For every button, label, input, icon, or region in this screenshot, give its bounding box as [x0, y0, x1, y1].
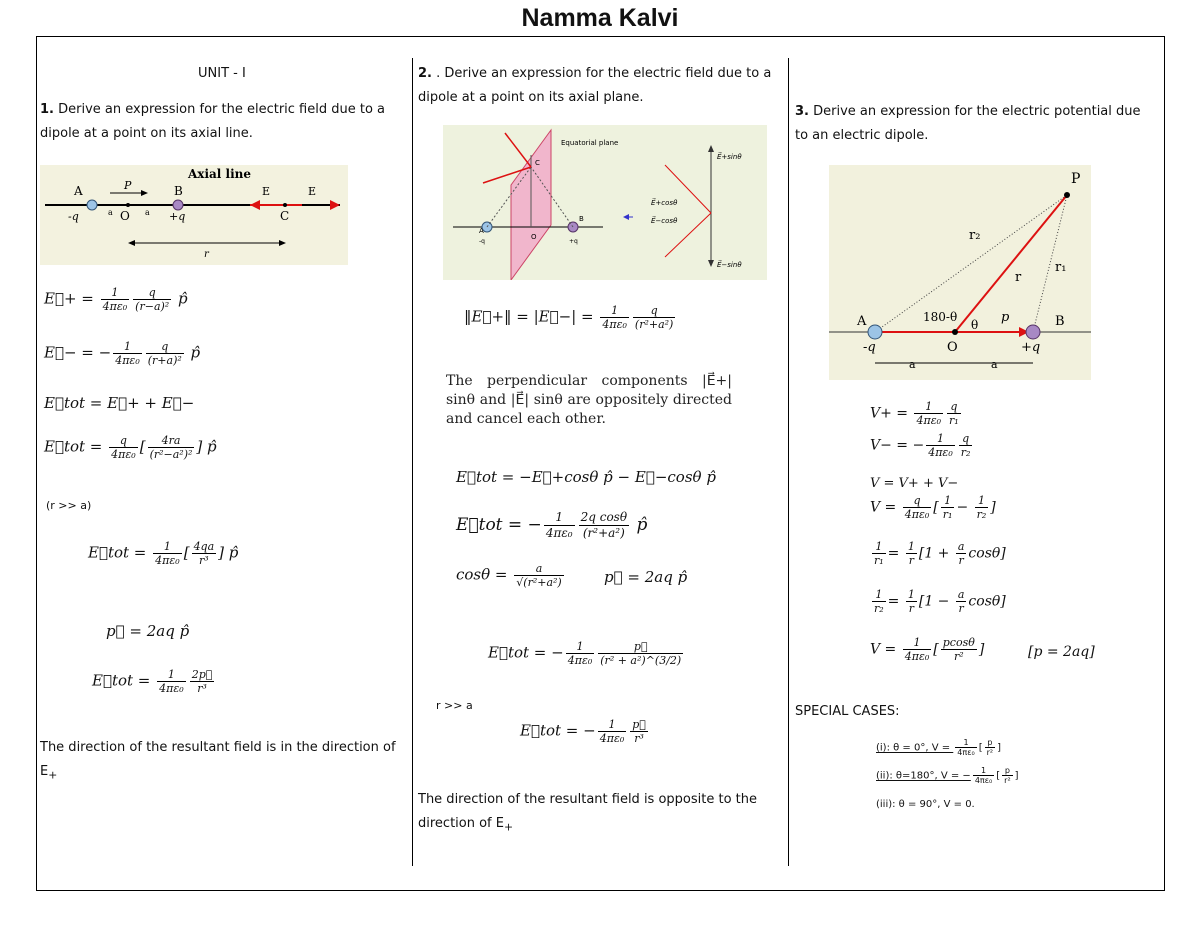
equatorial-plane-diagram	[443, 125, 767, 280]
equation-v-final: V = $\frac{1}{\text{4πε₀}}$ [ $\frac{pcos\theta}{\text{r²}}$ ]	[870, 636, 985, 663]
svg-text:-q: -q	[68, 210, 79, 223]
equation-e-tot-vector: E⃗tot = − $\frac{1}{\text{4πε₀}}$ $\frac{p⃗}{\text{(r² + a²)\textasciicircum{}(3/2)}}$	[488, 640, 682, 667]
svg-text:+q: +q	[169, 210, 186, 223]
svg-text:A: A	[479, 227, 484, 235]
equation-e-tot-cos: E⃗tot = − $\frac{1}{\text{4πε₀}}$ $\frac{\text{2q cosθ}}{\text{(r²+a²)}}$ p̂	[456, 510, 648, 540]
conclusion-2: The direction of the resultant field is opposite to the direction of $E_+$	[418, 792, 757, 834]
svg-text:r: r	[204, 249, 209, 260]
svg-text:180-θ: 180-θ	[923, 310, 958, 324]
equation-e-tot-final: E⃗tot = $\frac{1}{\text{4πε₀}}$ $\frac{2p⃗}{\text{r³}}$	[92, 668, 213, 695]
axial-line-diagram	[40, 165, 348, 265]
svg-text:C: C	[280, 209, 290, 223]
svg-text:E: E	[262, 185, 271, 198]
svg-text:O: O	[120, 209, 130, 223]
axial-line-label: Axial line	[188, 167, 252, 181]
svg-text:P: P	[1071, 171, 1081, 187]
equation-cos-theta: cosθ = $\frac{a}{\text{√(r²+a²)}}$	[456, 562, 562, 589]
svg-text:O: O	[947, 340, 958, 355]
svg-text:E⃗+cosθ: E⃗+cosθ	[651, 199, 678, 207]
condition-r-much-greater-a-2: r >> a	[436, 699, 473, 712]
special-case-2: (ii): θ=180°, V = − $\frac{1}{\text{4πε₀}}$ [ $\frac{p}{\text{r²}}$ ]	[876, 766, 1019, 785]
svg-text:B: B	[174, 184, 183, 198]
svg-text:a: a	[991, 358, 998, 371]
column-divider	[412, 58, 413, 866]
svg-text:C: C	[535, 159, 540, 167]
column-divider	[788, 58, 789, 866]
svg-text:O: O	[531, 233, 537, 241]
equation-v-full: V = $\frac{q}{\text{4πε₀}}$ [ $\frac{1}{\text{r₁}}$ − $\frac{1}{\text{r₂}}$ ]	[870, 494, 996, 521]
special-cases-heading: SPECIAL CASES:	[795, 704, 900, 719]
equation-e-minus: E⃗− = − $\frac{1}{\text{4πε₀}}$ $\frac{q}{\text{(r+a)²}}$ p̂	[44, 340, 201, 367]
svg-text:θ: θ	[971, 318, 979, 332]
svg-text:a: a	[145, 208, 150, 217]
svg-text:+q: +q	[569, 238, 578, 245]
svg-text:r₂: r₂	[969, 228, 981, 243]
svg-text:-q: -q	[479, 238, 485, 245]
question-1: 1. Derive an expression for the electric field due to a dipole at a point on its axial line.	[40, 102, 386, 141]
equation-v-sum: V = V+ + V−	[870, 476, 959, 491]
equation-inv-r1: $\frac{1}{\text{r₁}}$ = $\frac{1}{r}$ [1 + $\frac{a}{r}$ cosθ]	[874, 540, 1006, 567]
svg-text:Equatorial plane: Equatorial plane	[561, 139, 619, 147]
equation-e-tot-approx: E⃗tot = $\frac{1}{\text{4πε₀}}$ [ $\frac{4qa}{\text{r³}}$ ] p̂	[88, 540, 239, 567]
equation-e-magnitude: ‖E⃗+‖ = |E⃗−| = $\frac{1}{\text{4πε₀}}$ $\frac{q}{\text{(r²+a²)}}$	[464, 304, 674, 331]
dipole-potential-diagram	[829, 165, 1091, 380]
svg-text:+q: +q	[1021, 340, 1041, 355]
special-case-3: (iii): θ = 90°, V = 0.	[876, 799, 975, 810]
equation-e-tot-components: E⃗tot = −E⃗+cosθ p̂ − E⃗−cosθ p̂	[456, 468, 716, 486]
equation-inv-r2: $\frac{1}{\text{r₂}}$ = $\frac{1}{r}$ [1 − $\frac{a}{r}$ cosθ]	[874, 588, 1006, 615]
equation-e-tot-sum: E⃗tot = E⃗+ + E⃗−	[44, 394, 195, 412]
svg-text:a: a	[909, 358, 916, 371]
equation-e-tot-final-2: E⃗tot = − $\frac{1}{\text{4πε₀}}$ $\frac{p⃗}{\text{r³}}$	[520, 718, 646, 745]
svg-text:r: r	[1015, 270, 1022, 285]
svg-text:A: A	[74, 184, 83, 198]
perpendicular-components-text: The perpendicular components |E⃗+| sinθ and |E⃗| sinθ are oppositely directed and cancel each other.	[446, 373, 732, 427]
svg-text:E⃗−sinθ: E⃗−sinθ	[717, 261, 742, 269]
question-3: 3. Derive an expression for the electric potential due to an electric dipole.	[795, 104, 1141, 143]
equation-e-plus: E⃗+ = $\frac{1}{\text{4πε₀}}$ $\frac{q}{\text{(r−a)²}}$ p̂	[44, 286, 188, 313]
svg-text:E⃗+sinθ: E⃗+sinθ	[717, 153, 742, 161]
svg-text:B: B	[579, 215, 584, 223]
svg-text:P: P	[124, 179, 132, 192]
equation-v-plus: V+ = $\frac{1}{\text{4πε₀}}$ $\frac{q}{\text{r₁}}$	[870, 400, 959, 427]
equation-e-tot-full: E⃗tot = $\frac{q}{\text{4πε₀}}$ [ $\frac{4ra}{\text{(r²−a²)²}}$ ] p̂	[44, 434, 217, 461]
equation-dipole-moment: p⃗ = 2aq p̂	[106, 622, 190, 640]
equation-p-definition: [p = 2aq]	[1028, 644, 1095, 660]
equation-dipole-moment-2: p⃗ = 2aq p̂	[604, 568, 688, 586]
svg-text:-q: -q	[863, 340, 876, 355]
svg-text:r₁: r₁	[1055, 260, 1067, 275]
unit-heading: UNIT - I	[198, 66, 246, 81]
special-case-1: (i): θ = 0°, V = $\frac{1}{\text{4πε₀}}$ [ $\frac{p}{\text{r²}}$ ]	[876, 738, 1002, 757]
svg-text:E⃗−cosθ: E⃗−cosθ	[651, 217, 678, 225]
svg-text:B: B	[1055, 314, 1065, 329]
svg-text:p: p	[1001, 310, 1010, 325]
question-2: 2. . Derive an expression for the electric field due to a dipole at a point on its axial plane.	[418, 66, 772, 105]
equation-v-minus: V− = − $\frac{1}{\text{4πε₀}}$ $\frac{q}{\text{r₂}}$	[870, 432, 971, 459]
svg-text:a: a	[108, 208, 113, 217]
condition-r-much-greater-a: (r >> a)	[46, 499, 92, 512]
svg-text:A: A	[857, 314, 867, 329]
svg-text:E: E	[308, 185, 317, 198]
page-title: Namma Kalvi	[521, 4, 679, 32]
conclusion-1: The direction of the resultant field is in the direction of $E_+$	[40, 740, 396, 782]
